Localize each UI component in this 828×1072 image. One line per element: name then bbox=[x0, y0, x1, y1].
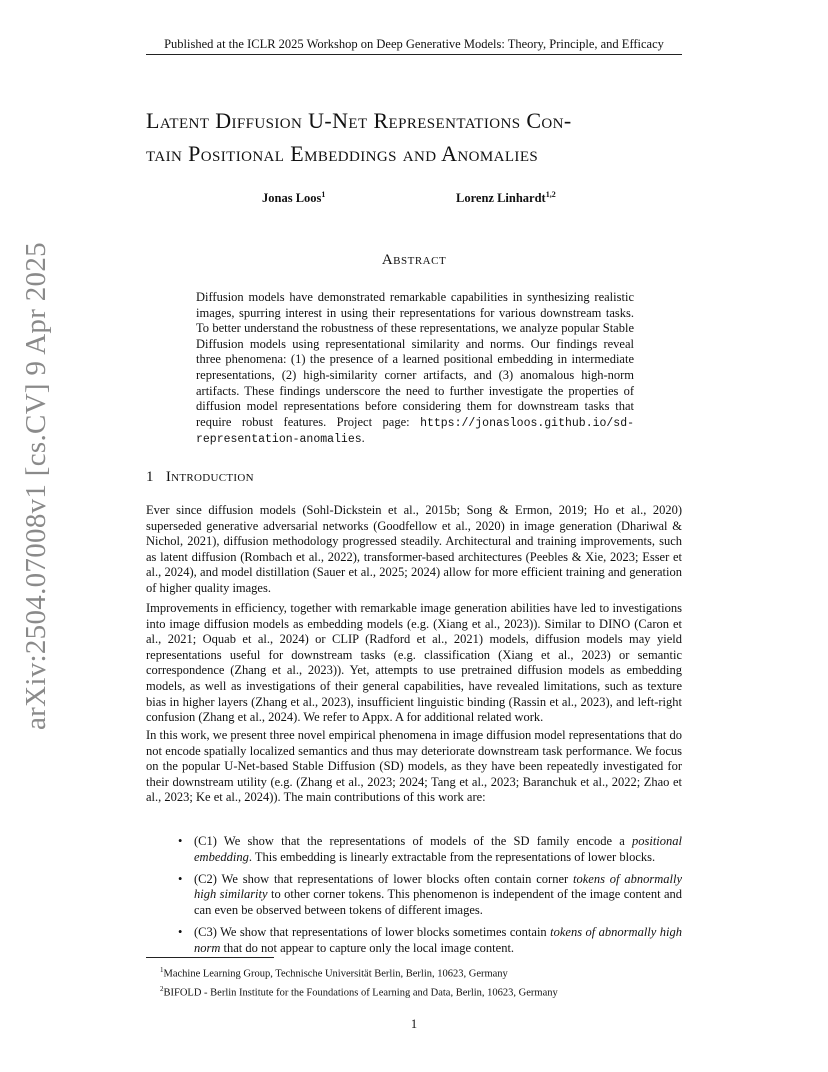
project-page-link[interactable]: https://jonasloos.github.io/sd-representation-anomalies bbox=[196, 416, 634, 447]
list-item bbox=[146, 872, 682, 919]
list-item bbox=[146, 834, 682, 865]
contribution-text: (C2) We show that representations of lower blocks often contain corner bbox=[194, 871, 574, 886]
author-affiliation: 1 bbox=[321, 190, 326, 199]
bullet-icon: • bbox=[178, 871, 183, 886]
footnote-text: Machine Learning Group, Technische Universität Berlin, Berlin, 10623, Germany bbox=[163, 968, 508, 980]
footnote-2 bbox=[160, 982, 680, 1001]
contribution-emphasis: positional embedding bbox=[194, 834, 682, 864]
abstract-end: . bbox=[361, 431, 365, 446]
bullet-icon: • bbox=[178, 834, 183, 848]
contribution-emphasis: tokens of abnormally high norm bbox=[194, 924, 682, 955]
footnote-mark: 2 bbox=[160, 984, 164, 993]
contributions-list bbox=[146, 834, 682, 963]
abstract-heading: Abstract bbox=[381, 252, 447, 268]
page-number: 1 bbox=[410, 1017, 418, 1031]
contribution-text: . This embedding is linearly extractable from the representations of lower blocks. bbox=[248, 849, 656, 864]
footnotes bbox=[160, 963, 680, 1000]
intro-paragraph-2: Improvements in efficiency, together with remarkable image generation abilities have led to investigations into image diffusion models as embedding models (e.g. (Xiang et al., 2023)). Similar to DINO (Caron et al., 2021; Oquab et al., 2024) or CLIP (Radford et al., 2021) models, diffusion models may yield representations useful for downstream tasks (e.g. classification (Xiang et al., 2023) or semantic correspondence (Zhang et al., 2023)). Yet, attempts to use pretrained diffusion models as embedding models, as well as investigations of their general capabilities, have revealed limitations, such as texture bias in higher layers (Zhang et al., 2023), insufficient linguistic binding (Rassin et al., 2023), and left-right confusion (Zhang et al., 2024). We refer to Appx. A for additional related work. bbox=[146, 601, 682, 725]
footnote-text: BIFOLD - Berlin Institute for the Foundations of Learning and Data, Berlin, 10623, Germany bbox=[163, 987, 558, 998]
title-line-2: tain Positional Embeddings and Anomalies bbox=[146, 141, 539, 166]
title-line-1: Latent Diffusion U-Net Representations Con- bbox=[146, 108, 572, 133]
author-name: Lorenz Linhardt bbox=[456, 191, 546, 206]
list-item bbox=[146, 925, 682, 956]
intro-paragraph-3: In this work, we present three novel empirical phenomena in image diffusion model representations that do not encode spatially localized semantics and thus may deteriorate downstream task performance. We focus on the popular U-Net-based Stable Diffusion (SD) models, as they have been repeatedly investigated for their downstream utility (e.g. (Zhang et al., 2023; 2024; Tang et al., 2023; Baranchuk et al., 2022; Zhao et al., 2023; Ke et al., 2024)). The main contributions of this work are: bbox=[146, 728, 682, 805]
author-1 bbox=[262, 190, 325, 206]
paper-title bbox=[146, 104, 706, 170]
section-number: 1 bbox=[146, 469, 154, 485]
author-affiliation: 1,2 bbox=[545, 190, 556, 199]
section-title: Introduction bbox=[165, 469, 254, 485]
contribution-text: that do not appear to capture only the local image content. bbox=[220, 940, 515, 955]
author-2 bbox=[456, 190, 556, 206]
author-name: Jonas Loos bbox=[262, 191, 322, 206]
running-header: Published at the ICLR 2025 Workshop on Deep Generative Models: Theory, Principle, and Efficacy bbox=[146, 36, 682, 55]
contribution-emphasis: tokens of abnormally high similarity bbox=[194, 871, 682, 902]
contribution-text: to other corner tokens. This phenomenon is independent of the image content and can even be observed between tokens of different images. bbox=[194, 887, 682, 917]
intro-paragraph-1: Ever since diffusion models (Sohl-Dickstein et al., 2015b; Song & Ermon, 2019; Ho et al., 2020) superseded generative adversarial networks (Goodfellow et al., 2020) in image generation (Dhariwal & Nichol, 2021), diffusion methodology progressed steadily. Architectural and training improvements, such as latent diffusion (Rombach et al., 2022), transformer-based architectures (Peebles & Xie, 2023; Esser et al., 2024), and model distillation (Sauer et al., 2025; 2024) allow for more efficient training and generation of higher quality images. bbox=[146, 503, 682, 595]
contribution-text: (C1) We show that the representations of models of the SD family encode a bbox=[194, 834, 632, 848]
abstract-body bbox=[196, 290, 634, 448]
footnote-1 bbox=[160, 963, 680, 982]
footnote-divider bbox=[146, 957, 274, 958]
contribution-text: (C3) We show that representations of lower blocks sometimes contain bbox=[194, 924, 551, 939]
section-heading-introduction bbox=[146, 469, 254, 486]
footnote-mark: 1 bbox=[160, 966, 164, 974]
bullet-icon: • bbox=[178, 924, 183, 939]
arxiv-identifier-stamp: arXiv:2504.07008v1 [cs.CV] 9 Apr 2025 bbox=[20, 242, 52, 730]
abstract-text: Diffusion models have demonstrated remarkable capabilities in synthesizing realistic images, spurring interest in using their representations for various downstream tasks. To better understand the robustness of these representations, we analyze popular Stable Diffusion models using representational similarity and norms. Our findings reveal three phenomena: (1) the presence of a learned positional embedding in intermediate representations, (2) high-similarity corner artifacts, and (3) anomalous high-norm artifacts. These findings underscore the need to further investigate the properties of diffusion model representations before considering them for downstream tasks that require robust features. Project page: bbox=[196, 290, 634, 429]
